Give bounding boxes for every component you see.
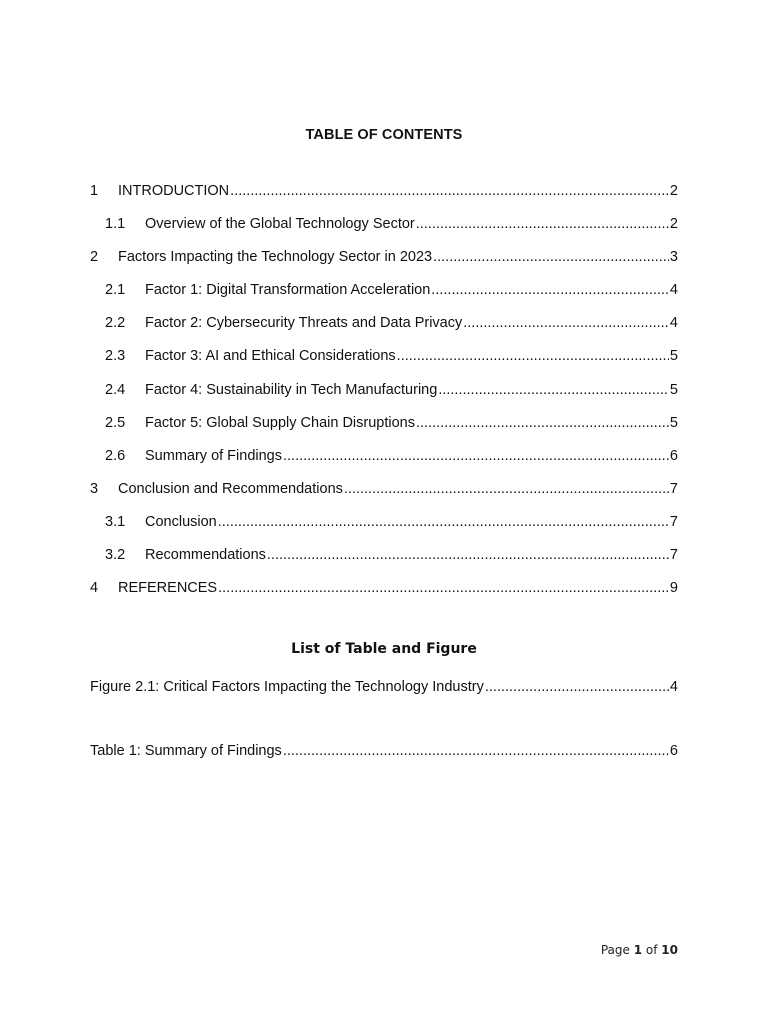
toc-entry-page: 5 [669,381,678,398]
toc-leader-dots [433,249,669,265]
toc-entry-number: 2.3 [105,348,126,365]
toc-entry[interactable] [90,415,678,448]
toc-entry-text: Factor 4: Sustainability in Tech Manufacturing [145,381,438,398]
table-entry-page: 6 [669,743,678,759]
toc-entry-page: 2 [669,216,678,233]
toc-entry[interactable] [90,183,678,216]
toc-title: TABLE OF CONTENTS [305,127,463,143]
toc-entry-text: REFERENCES [118,580,218,597]
toc-leader-dots [218,580,669,596]
table-list-entry[interactable] [90,743,678,759]
toc-entry-page: 4 [669,282,678,299]
footer-of-word: of [645,943,658,957]
toc-entry[interactable] [90,216,678,249]
toc-entry[interactable] [90,547,678,580]
toc-entry[interactable] [90,315,678,348]
toc-entry[interactable] [90,348,678,381]
toc-entry[interactable] [90,382,678,415]
toc-leader-dots [463,315,669,331]
footer-current-page: 1 [633,943,643,957]
toc-entry-number: 1 [90,183,99,199]
toc-leader-dots [218,514,669,530]
figure-leader-dots [485,679,669,695]
toc-leader-dots [344,481,669,497]
figure-list-entry[interactable] [90,679,678,695]
toc-entry-text: Factors Impacting the Technology Sector in 2023 [118,249,433,266]
toc-entry-number: 2.1 [105,282,126,299]
toc-entry-text: Factor 3: AI and Ethical Considerations [145,348,396,365]
toc-entry[interactable] [90,481,678,514]
figure-entry-page: 4 [669,679,678,695]
toc-entry-page: 2 [669,183,678,199]
toc-entry-text: Conclusion and Recommendations [118,480,343,497]
toc-entry[interactable] [90,580,678,613]
toc-entry-text: Conclusion [145,513,217,530]
toc-entry-number: 1.1 [105,216,126,233]
toc-entry[interactable] [90,448,678,481]
toc-entry-page: 5 [669,414,678,431]
toc-leader-dots [230,183,669,199]
toc-entry-page: 4 [669,315,678,332]
toc-entry-number: 3 [90,480,99,497]
toc-entry-number: 2.4 [105,381,126,398]
page-footer [601,943,678,957]
table-leader-dots [283,743,669,759]
table-entry-text: Table 1: Summary of Findings [90,743,282,759]
toc-entry-page: 9 [669,580,678,597]
toc-entry-number: 4 [90,580,99,597]
toc-entry[interactable] [90,282,678,315]
toc-leader-dots [267,547,669,563]
toc-leader-dots [283,448,669,464]
toc-entry-text: INTRODUCTION [118,183,230,199]
toc-entry-page: 5 [669,348,678,365]
toc-entry[interactable] [90,514,678,547]
toc-entry-page: 6 [669,447,678,464]
toc-entry[interactable] [90,249,678,282]
toc-entry-number: 2.2 [105,315,126,332]
toc-entry-text: Factor 5: Global Supply Chain Disruptions [145,414,415,431]
toc-leader-dots [416,415,669,431]
toc-entry-page: 7 [669,480,678,497]
toc-entry-text: Factor 2: Cybersecurity Threats and Data Privacy [145,315,463,332]
toc-entry-text: Recommendations [145,547,266,564]
toc-entry-number: 3.1 [105,513,126,530]
toc-leader-dots [438,382,669,398]
toc-entry-text: Overview of the Global Technology Sector [145,216,415,233]
toc-entry-text: Summary of Findings [145,447,282,464]
list-of-figures-title: List of Table and Figure [291,641,477,657]
toc-leader-dots [431,282,669,298]
toc-entry-number: 3.2 [105,547,126,564]
footer-total-pages: 10 [661,943,678,957]
toc-entry-page: 7 [669,513,678,530]
footer-page-word: Page [600,943,630,957]
figure-entry-text: Figure 2.1: Critical Factors Impacting the Technology Industry [90,679,484,695]
toc-entry-number: 2.5 [105,414,126,431]
toc-leader-dots [416,216,669,232]
toc-entry-text: Factor 1: Digital Transformation Acceleration [145,282,431,299]
toc-entry-page: 3 [669,249,678,266]
toc-entry-number: 2.6 [105,447,126,464]
toc-entry-page: 7 [669,547,678,564]
toc-leader-dots [397,348,669,364]
toc-list [90,183,678,613]
toc-entry-number: 2 [90,249,99,266]
